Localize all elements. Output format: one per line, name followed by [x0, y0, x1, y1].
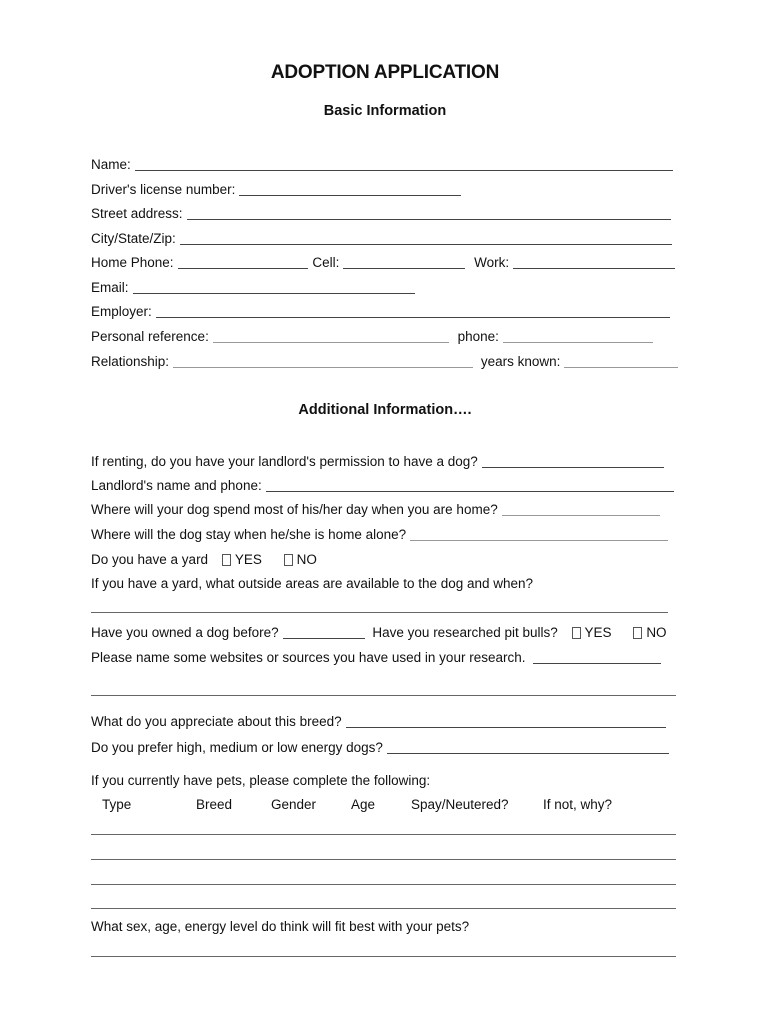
researched-no-label: NO — [646, 625, 667, 640]
yard-no-label: NO — [296, 552, 317, 567]
dog-day-field[interactable] — [502, 501, 660, 516]
basic-information-heading: Basic Information — [323, 103, 447, 119]
home-phone-label: Home Phone: — [91, 255, 174, 270]
relationship-label: Relationship: — [91, 354, 170, 369]
name-label: Name: — [91, 157, 131, 172]
pet-column-age: Age — [351, 797, 376, 812]
reference-label: Personal reference: — [91, 329, 209, 344]
name-field[interactable] — [135, 156, 673, 171]
appreciate-row — [91, 713, 666, 731]
license-label: Driver's license number: — [91, 182, 236, 197]
years-known-label: years known: — [480, 354, 561, 369]
researched-yes-checkbox[interactable] — [572, 627, 581, 639]
license-field[interactable] — [239, 181, 461, 196]
pet-row-line-3[interactable] — [91, 884, 676, 885]
work-field[interactable] — [513, 254, 675, 269]
best-fit-row — [91, 918, 469, 936]
employer-row — [91, 303, 670, 321]
landlord-permission-label: If renting, do you have your landlord's permission to have a dog? — [91, 454, 478, 469]
street-row — [91, 205, 671, 223]
yard-yes-checkbox[interactable] — [222, 554, 231, 566]
best-fit-answer-line[interactable] — [91, 956, 676, 957]
page-title: ADOPTION APPLICATION — [270, 62, 500, 83]
license-row — [91, 181, 461, 199]
cell-field[interactable] — [343, 254, 465, 269]
best-fit-label: What sex, age, energy level do think will fit best with your pets? — [91, 919, 470, 934]
dog-alone-row — [91, 526, 668, 544]
dog-alone-label: Where will the dog stay when he/she is home alone? — [91, 527, 407, 542]
name-row — [91, 156, 673, 174]
researched-no-checkbox[interactable] — [633, 627, 642, 639]
relationship-field[interactable] — [173, 353, 473, 368]
sources-field[interactable] — [533, 649, 661, 664]
sources-answer-line[interactable] — [91, 695, 676, 696]
landlord-permission-field[interactable] — [482, 453, 664, 468]
city-field[interactable] — [180, 230, 672, 245]
dog-day-row — [91, 501, 660, 519]
yard-areas-label: If you have a yard, what outside areas are available to the dog and when? — [91, 576, 534, 591]
pet-row-line-2[interactable] — [91, 859, 676, 860]
landlord-contact-label: Landlord's name and phone: — [91, 478, 262, 493]
energy-field[interactable] — [387, 739, 669, 754]
city-label: City/State/Zip: — [91, 231, 176, 246]
email-row — [91, 279, 415, 297]
pet-row-line-1[interactable] — [91, 834, 676, 835]
appreciate-field[interactable] — [346, 713, 666, 728]
city-row — [91, 230, 672, 248]
home-phone-field[interactable] — [178, 254, 308, 269]
cell-label: Cell: — [312, 255, 340, 270]
street-field[interactable] — [187, 205, 671, 220]
reference-row — [91, 328, 653, 346]
pets-intro-row — [91, 772, 430, 790]
yard-row — [91, 551, 317, 569]
reference-phone-field[interactable] — [503, 328, 653, 343]
reference-field[interactable] — [213, 328, 449, 343]
pet-column-breed: Breed — [196, 797, 233, 812]
phone-row — [91, 254, 675, 272]
pet-row-line-4[interactable] — [91, 908, 676, 909]
years-known-field[interactable] — [564, 353, 678, 368]
yard-no-checkbox[interactable] — [284, 554, 293, 566]
email-label: Email: — [91, 280, 129, 295]
pet-column-type: Type — [102, 797, 132, 812]
yard-areas-answer-line[interactable] — [91, 612, 668, 613]
pet-column-gender: Gender — [271, 797, 317, 812]
pet-column-if-not-why: If not, why? — [543, 797, 613, 812]
owned-before-field[interactable] — [283, 624, 365, 639]
sources-row — [91, 649, 661, 667]
appreciate-label: What do you appreciate about this breed? — [91, 714, 342, 729]
yard-areas-row — [91, 575, 533, 593]
landlord-contact-row — [91, 477, 674, 495]
owned-before-label: Have you owned a dog before? — [91, 625, 279, 640]
email-field[interactable] — [133, 279, 415, 294]
sources-label: Please name some websites or sources you have used in your research. — [91, 650, 526, 665]
reference-phone-label: phone: — [457, 329, 499, 344]
yard-yes-label: YES — [234, 552, 262, 567]
energy-row — [91, 739, 669, 757]
yard-label: Do you have a yard — [91, 552, 209, 567]
employer-field[interactable] — [156, 303, 670, 318]
researched-yes-label: YES — [584, 625, 612, 640]
pets-intro-label: If you currently have pets, please complete the following: — [91, 773, 431, 788]
employer-label: Employer: — [91, 304, 152, 319]
landlord-contact-field[interactable] — [266, 477, 674, 492]
pet-column-spay-neutered: Spay/Neutered? — [411, 797, 509, 812]
relationship-row — [91, 353, 678, 371]
energy-label: Do you prefer high, medium or low energy dogs? — [91, 740, 383, 755]
landlord-permission-row — [91, 453, 664, 471]
work-label: Work: — [474, 255, 510, 270]
additional-information-heading: Additional Information…. — [298, 402, 472, 418]
street-label: Street address: — [91, 206, 183, 221]
dog-day-label: Where will your dog spend most of his/her day when you are home? — [91, 502, 498, 517]
dog-alone-field[interactable] — [410, 526, 668, 541]
researched-label: Have you researched pit bulls? — [372, 625, 558, 640]
owned-before-row — [91, 624, 667, 642]
